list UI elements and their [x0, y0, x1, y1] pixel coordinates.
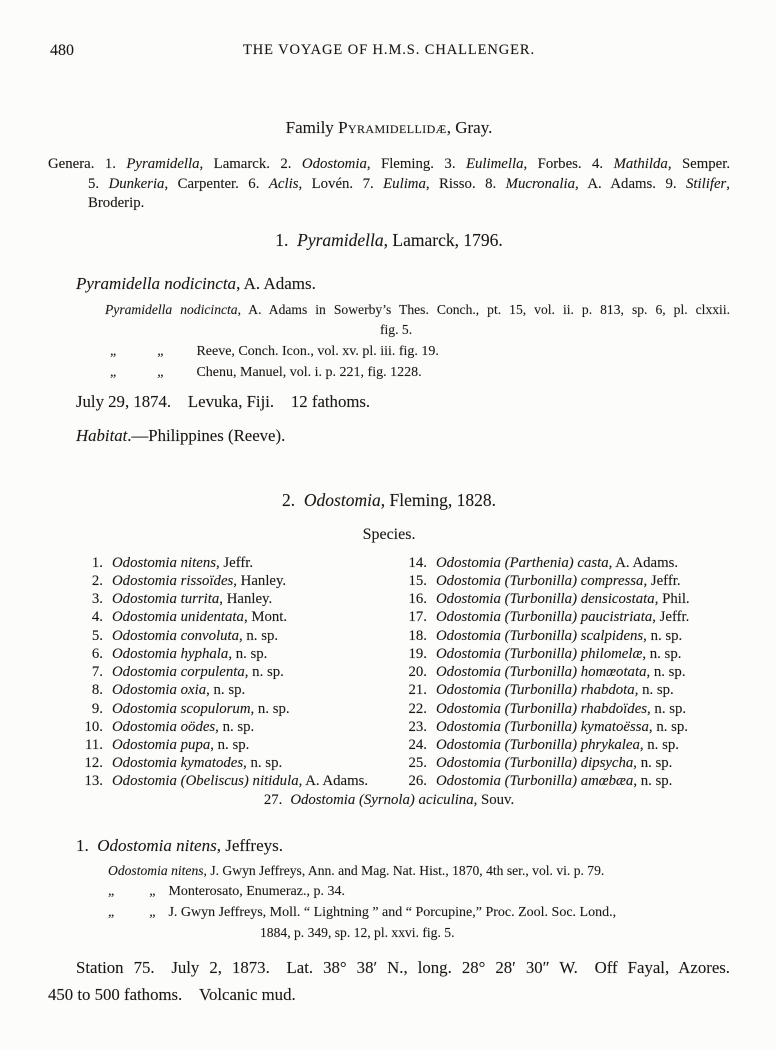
species-number: 3. — [91, 591, 103, 608]
ditto-mark: „ — [149, 883, 156, 899]
genera-line: Broderip. — [88, 195, 145, 211]
genus-heading-odostomia: 2. Odostomia, Fleming, 1828. — [282, 489, 496, 510]
species-name: Odostomia pupa, n. sp. — [112, 736, 250, 753]
species-list-item — [76, 608, 400, 626]
species-list-item — [400, 590, 730, 608]
species-list-item — [76, 718, 400, 736]
species-number: 7. — [91, 664, 103, 681]
species-name: Odostomia kymatodes, n. sp. — [112, 755, 283, 772]
species-number: 6. — [91, 645, 103, 662]
citation-text: Reeve, Conch. Icon., vol. xv. pl. iii. fig. 19. — [196, 343, 439, 359]
species-list-item — [76, 700, 400, 718]
species-name: Odostomia (Syrnola) aciculina, Souv. — [290, 791, 515, 808]
species-name: Odostomia oödes, n. sp. — [112, 718, 255, 735]
species-number: 13. — [84, 773, 103, 790]
species-number: 5. — [91, 627, 103, 644]
species-name: Odostomia nitens, Jeffr. — [112, 554, 254, 571]
synonymy-row: Pyramidella nodicincta, A. Adams in Sowerby’s Thes. Conch., pt. 15, vol. ii. p. 813, sp. 6, pl. clxxii. — [105, 301, 731, 317]
species-list-item — [400, 772, 730, 790]
family-heading: Family Pyramidellidæ, Gray. — [285, 118, 493, 137]
species-list-item — [76, 736, 400, 754]
species-list-right-column — [400, 554, 730, 791]
species-number: 1. — [91, 554, 103, 571]
species-number: 26. — [408, 773, 427, 790]
species-list-item — [76, 681, 400, 699]
species-list-item — [76, 572, 400, 590]
species-list-item — [76, 554, 400, 572]
species-number: 19. — [408, 645, 427, 662]
species-number: 21. — [408, 682, 427, 699]
species-number: 4. — [91, 609, 103, 626]
ditto-mark: „ — [149, 904, 156, 920]
species-list-item — [400, 572, 730, 590]
species-list-item — [400, 718, 730, 736]
species-list-item — [400, 645, 730, 663]
species-title-pyramidella-nodicincta: Pyramidella nodicincta, A. Adams. — [76, 273, 316, 293]
reference-row — [108, 882, 345, 902]
species-name: Odostomia (Obeliscus) nitidula, A. Adams. — [112, 773, 369, 790]
species-list-item — [76, 754, 400, 772]
species-number: 20. — [408, 664, 427, 681]
species-list-item — [400, 700, 730, 718]
reference-row: 1884, p. 349, sp. 12, pl. xxvi. fig. 5. — [260, 924, 455, 940]
species-number: 27. — [263, 791, 283, 808]
species-name: Odostomia (Turbonilla) philomelæ, n. sp. — [436, 645, 682, 662]
species-list-item — [400, 627, 730, 645]
species-number: 8. — [91, 682, 103, 699]
ditto-mark: „ — [157, 343, 164, 359]
species-name: Odostomia (Turbonilla) dipsycha, n. sp. — [436, 755, 673, 772]
species-number: 12. — [84, 755, 103, 772]
ditto-mark: „ — [110, 365, 117, 381]
ditto-mark: „ — [110, 343, 117, 359]
species-name: Odostomia turrita, Hanley. — [112, 591, 273, 608]
species-list-item — [400, 681, 730, 699]
citation-text: J. Gwyn Jeffreys, Moll. “ Lightning ” and “ Porcupine,” Proc. Zool. Soc. Lond., — [168, 904, 617, 920]
species-list-item — [400, 754, 730, 772]
species-name: Odostomia (Turbonilla) rhabdoïdes, n. sp. — [436, 700, 687, 717]
species-number: 22. — [408, 700, 427, 717]
species-name: Odostomia (Turbonilla) paucistriata, Jeffr. — [436, 609, 690, 626]
species-number: 11. — [85, 736, 103, 753]
species-name: Odostomia (Turbonilla) amœbæa, n. sp. — [436, 773, 673, 790]
running-title: THE VOYAGE OF H.M.S. CHALLENGER. — [243, 42, 535, 58]
species-name: Odostomia hyphala, n. sp. — [112, 645, 268, 662]
genus-heading-pyramidella: 1. Pyramidella, Lamarck, 1796. — [275, 229, 503, 250]
reference-row — [108, 903, 616, 923]
collection-record: July 29, 1874. Levuka, Fiji. 12 fathoms. — [76, 391, 371, 411]
ditto-mark: „ — [108, 904, 115, 920]
species-list-item — [76, 627, 400, 645]
species-number: 10. — [84, 718, 103, 735]
station-line: Station 75. July 2, 1873. Lat. 38° 38′ N., long. 28° 28′ 30″ W. Off Fayal, Azores. — [76, 957, 730, 977]
page-number: 480 — [50, 42, 74, 59]
species-list-item — [76, 663, 400, 681]
species-number: 24. — [408, 736, 427, 753]
species-number: 18. — [408, 627, 427, 644]
station-paragraph — [48, 954, 730, 1008]
species-number: 14. — [408, 554, 427, 571]
species-number: 16. — [408, 591, 427, 608]
species-name: Odostomia (Parthenia) casta, A. Adams. — [436, 554, 679, 571]
species-name: Odostomia corpulenta, n. sp. — [112, 664, 284, 681]
species-list-left-column — [48, 554, 400, 791]
species-list — [48, 554, 730, 791]
species-name: Odostomia oxia, n. sp. — [112, 682, 246, 699]
species-name: Odostomia scopulorum, n. sp. — [112, 700, 290, 717]
species-name: Odostomia (Turbonilla) kymatoëssa, n. sp. — [436, 718, 688, 735]
synonymy-row — [105, 342, 439, 363]
species-list-item — [400, 663, 730, 681]
species-name: Odostomia (Turbonilla) densicostata, Phil. — [436, 591, 690, 608]
habitat-line: Habitat.—Philippines (Reeve). — [76, 425, 286, 445]
synonymy-row: fig. 5. — [380, 322, 413, 338]
species-name: Odostomia (Turbonilla) homœotata, n. sp. — [436, 664, 686, 681]
species-name: Odostomia convoluta, n. sp. — [112, 627, 279, 644]
genera-paragraph — [48, 155, 730, 214]
references-block — [48, 861, 730, 943]
species-heading-odostomia-nitens: 1. Odostomia nitens, Jeffreys. — [76, 835, 283, 855]
species-number: 9. — [91, 700, 103, 717]
reference-row: Odostomia nitens, J. Gwyn Jeffreys, Ann. and Mag. Nat. Hist., 1870, 4th ser., vol. vi. p. 79. — [108, 862, 605, 878]
species-name: Odostomia unidentata, Mont. — [112, 609, 288, 626]
species-number: 17. — [408, 609, 427, 626]
species-list-item — [76, 645, 400, 663]
station-line: 450 to 500 fathoms. Volcanic mud. — [48, 984, 296, 1004]
species-number: 25. — [408, 755, 427, 772]
species-list-item — [400, 554, 730, 572]
citation-text: Monterosato, Enumeraz., p. 34. — [168, 883, 345, 899]
ditto-mark: „ — [157, 365, 164, 381]
species-number: 23. — [408, 718, 427, 735]
synonymy-block — [48, 300, 730, 384]
citation-text: Chenu, Manuel, vol. i. p. 221, fig. 1228. — [196, 365, 422, 381]
species-name: Odostomia rissoïdes, Hanley. — [112, 573, 287, 590]
species-list-item — [76, 772, 400, 790]
species-list-item — [76, 590, 400, 608]
page-header — [48, 42, 730, 62]
species-list-item — [400, 608, 730, 626]
synonymy-row — [105, 363, 422, 384]
species-name: Odostomia (Turbonilla) phrykalea, n. sp. — [436, 736, 679, 753]
species-list-item-centered — [48, 791, 730, 809]
genera-line: Genera. 1. Pyramidella, Lamarck. 2. Odostomia, Fleming. 3. Eulimella, Forbes. 4. Mathilda, Semper. — [48, 156, 731, 172]
ditto-mark: „ — [108, 883, 115, 899]
species-number: 15. — [408, 573, 427, 590]
species-number: 2. — [91, 573, 103, 590]
species-label: Species. — [362, 525, 416, 543]
genera-line: 5. Dunkeria, Carpenter. 6. Aclis, Lovén. 7. Eulima, Risso. 8. Mucronalia, A. Adams. 9. Stilifer, — [88, 175, 730, 192]
species-name: Odostomia (Turbonilla) scalpidens, n. sp. — [436, 627, 683, 644]
species-name: Odostomia (Turbonilla) compressa, Jeffr. — [436, 573, 681, 590]
species-name: Odostomia (Turbonilla) rhabdota, n. sp. — [436, 682, 674, 699]
species-list-item — [400, 736, 730, 754]
